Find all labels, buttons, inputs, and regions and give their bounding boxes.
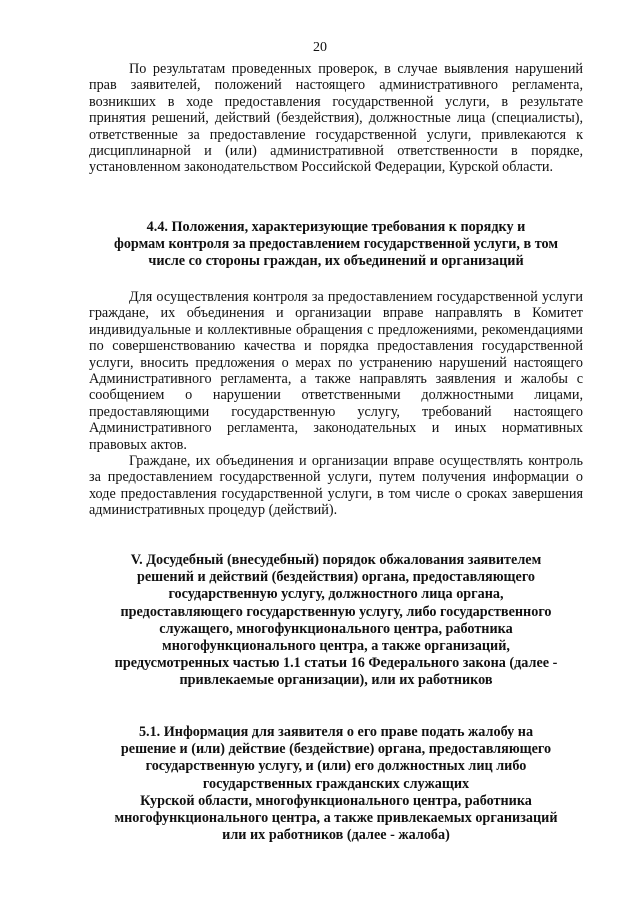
heading-line: формам контроля за предоставлением государственной услуги, в том — [114, 236, 558, 253]
heading-line: служащего, многофункционального центра, работника — [159, 620, 513, 637]
heading-line: решений и действий (бездействия) органа, предоставляющего — [136, 569, 536, 586]
heading-line: государственную услугу, должностного лица органа, — [168, 586, 504, 603]
paragraph-text: Граждане, их объединения и организации вправе осуществлять контроль за предоставлением государственной услуги, путем получения информации о ходе предоставления государственной услуги, в том числе о сроках завершения административных процедур (действий). — [89, 453, 583, 519]
heading-line: государственную услугу, и (или) его должностных лиц либо — [145, 758, 527, 775]
heading-line: привлекаемые организации), или их работников — [179, 672, 493, 689]
heading-line: государственных гражданских служащих — [202, 775, 470, 792]
section-heading-v — [89, 552, 583, 690]
paragraph-inspection-results — [89, 61, 583, 176]
heading-line: или их работников (далее - жалоба) — [222, 827, 450, 844]
page-number: 20 — [313, 40, 327, 55]
heading-line: V. Досудебный (внесудебный) порядок обжалования заявителем — [130, 552, 542, 568]
heading-line: решение и (или) действие (бездействие) органа, предоставляющего — [120, 741, 552, 758]
heading-line: 5.1. Информация для заявителя о его праве подать жалобу на — [138, 724, 534, 740]
heading-line: предусмотренных частью 1.1 статьи 16 Федерального закона (далее - — [114, 655, 558, 672]
heading-line: числе со стороны граждан, их объединений и организаций — [148, 253, 524, 270]
section-heading-4-4 — [89, 219, 583, 271]
section-heading-5-1 — [89, 724, 583, 844]
heading-line: предоставляющего государственную услугу, либо государственного — [120, 603, 552, 620]
paragraph-text: По результатам проведенных проверок, в случае выявления нарушений прав заявителей, положений настоящего административного регламента, возникших в ходе предоставления государственной услуги, в результате принятия решений, действий (бездействия), должностные лица (специалисты), ответственные за предоставление государственной услуги, привлекаются к дисциплинарной и (или) административной ответственности в порядке, установленном законодательством Российской Федерации, Курской области. — [89, 61, 583, 176]
paragraph-citizen-control — [89, 289, 583, 519]
paragraph-text: Для осуществления контроля за предоставлением государственной услуги гражданe, их объединения и организации вправе направлять в Комитет индивидуальные и коллективные обращения с предложениями, рекомендациями по совершенствованию качества и порядка предоставления государственной услуги, вносить предложения о мерах по устранению нарушений настоящего Административного регламента, а также направлять заявления и жалобы с сообщением о нарушении ответственными должностными лицами, предоставляющими государственную услугу, требований настоящего Административного регламента, законодательных и иных нормативных правовых актов. — [89, 289, 583, 453]
heading-line: многофункционального центра, а также привлекаемых организаций — [114, 810, 558, 827]
heading-line: 4.4. Положения, характеризующие требования к порядку и — [146, 219, 526, 235]
heading-line: Курской области, многофункционального центра, работника — [140, 792, 532, 809]
heading-line: многофункционального центра, а также организаций, — [162, 638, 510, 655]
